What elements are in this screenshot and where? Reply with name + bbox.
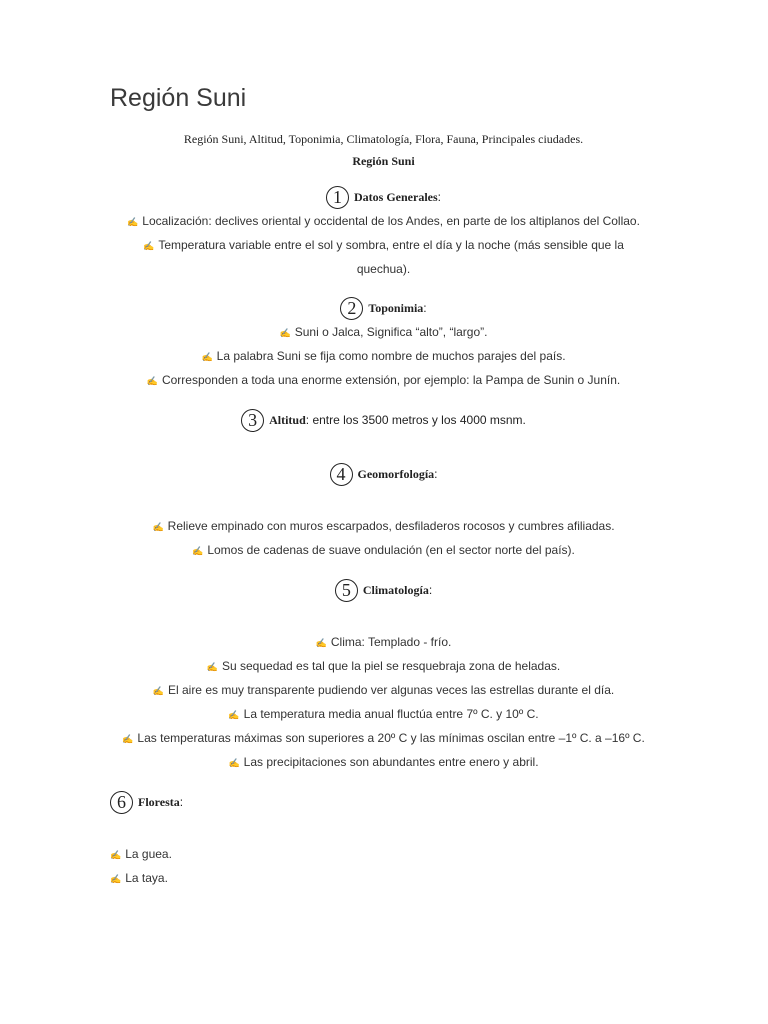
section-title: Climatología	[362, 583, 429, 597]
writing-hand-icon: ✍	[152, 686, 164, 696]
section-title: Floresta	[138, 795, 180, 809]
list-item: ✍ Las precipitaciones son abundantes entre enero y abril.	[228, 755, 539, 769]
circled-number-5: 5	[335, 579, 358, 602]
document-body	[100, 130, 667, 891]
list-item: ✍ Lomos de cadenas de suave ondulación (en el sector norte del país).	[192, 543, 575, 557]
writing-hand-icon: ✍	[143, 241, 155, 251]
section-title: Altitud	[269, 413, 306, 427]
writing-hand-icon: ✍	[110, 874, 122, 884]
list-item: ✍ La taya.	[110, 871, 168, 885]
writing-hand-icon: ✍	[206, 662, 218, 672]
section-title-suffix: :	[434, 467, 438, 481]
list-item: ✍ Las temperaturas máximas son superiores a 20º C y las mínimas oscilan entre –1º C. a –16º C.	[122, 731, 645, 745]
section-title-suffix: :	[428, 583, 433, 597]
list-item: ✍ Suni o Jalca, Significa “alto”, “largo”.	[279, 325, 488, 339]
list-item: ✍ Clima: Templado - frío.	[315, 635, 452, 649]
list-item: ✍ La palabra Suni se fija como nombre de muchos parajes del país.	[201, 349, 566, 363]
writing-hand-icon: ✍	[122, 734, 134, 744]
writing-hand-icon: ✍	[315, 638, 327, 648]
document-subheading: Región Suni	[352, 154, 415, 168]
section-title-suffix: :	[437, 190, 441, 204]
writing-hand-icon: ✍	[127, 217, 139, 227]
writing-hand-icon: ✍	[228, 710, 240, 720]
section-title-suffix: :	[423, 301, 427, 315]
circled-number-6: 6	[110, 791, 133, 814]
section-title: Toponimia	[368, 301, 424, 315]
list-item: ✍ Temperatura variable entre el sol y sombra, entre el día y la noche (más sensible que la quechua).	[143, 238, 624, 276]
section-title: Geomorfología	[357, 467, 435, 481]
section-title-suffix: : entre los 3500 metros y los 4000 msnm.	[305, 413, 526, 427]
writing-hand-icon: ✍	[110, 850, 122, 860]
list-item: ✍ Localización: declives oriental y occidental de los Andes, en parte de los altiplanos del Collao.	[127, 214, 640, 228]
section-heading-altitud	[100, 407, 667, 433]
section-heading-toponimia	[100, 295, 667, 321]
writing-hand-icon: ✍	[279, 328, 291, 338]
circled-number-3: 3	[241, 409, 264, 432]
section-heading-datos-generales	[100, 184, 667, 210]
circled-number-1: 1	[326, 186, 349, 209]
list-item: ✍ La guea.	[110, 847, 172, 861]
writing-hand-icon: ✍	[192, 546, 204, 556]
list-item: ✍ La temperatura media anual fluctúa entre 7º C. y 10º C.	[228, 707, 539, 721]
section-heading-climatologia	[100, 577, 667, 603]
circled-number-2: 2	[340, 297, 363, 320]
section-heading-geomorfologia	[100, 461, 667, 487]
circled-number-4: 4	[330, 463, 353, 486]
section-heading-floresta	[100, 789, 667, 815]
list-item: ✍ Corresponden a toda una enorme extensión, por ejemplo: la Pampa de Sunin o Junín.	[146, 373, 621, 387]
page-title: Región Suni	[110, 84, 247, 112]
list-item: ✍ Su sequedad es tal que la piel se resquebraja zona de heladas.	[206, 659, 561, 673]
section-title: Datos Generales	[354, 190, 438, 204]
section-title-suffix: :	[179, 795, 184, 809]
document-subtitle: Región Suni, Altitud, Toponimia, Climatología, Flora, Fauna, Principales ciudades.	[183, 132, 584, 146]
writing-hand-icon: ✍	[152, 522, 164, 532]
list-item: ✍ Relieve empinado con muros escarpados, desfiladeros rocosos y cumbres afiliadas.	[152, 519, 615, 533]
list-item: ✍ El aire es muy transparente pudiendo ver algunas veces las estrellas durante el día.	[152, 683, 615, 697]
writing-hand-icon: ✍	[228, 758, 240, 768]
writing-hand-icon: ✍	[201, 352, 213, 362]
writing-hand-icon: ✍	[146, 376, 158, 386]
